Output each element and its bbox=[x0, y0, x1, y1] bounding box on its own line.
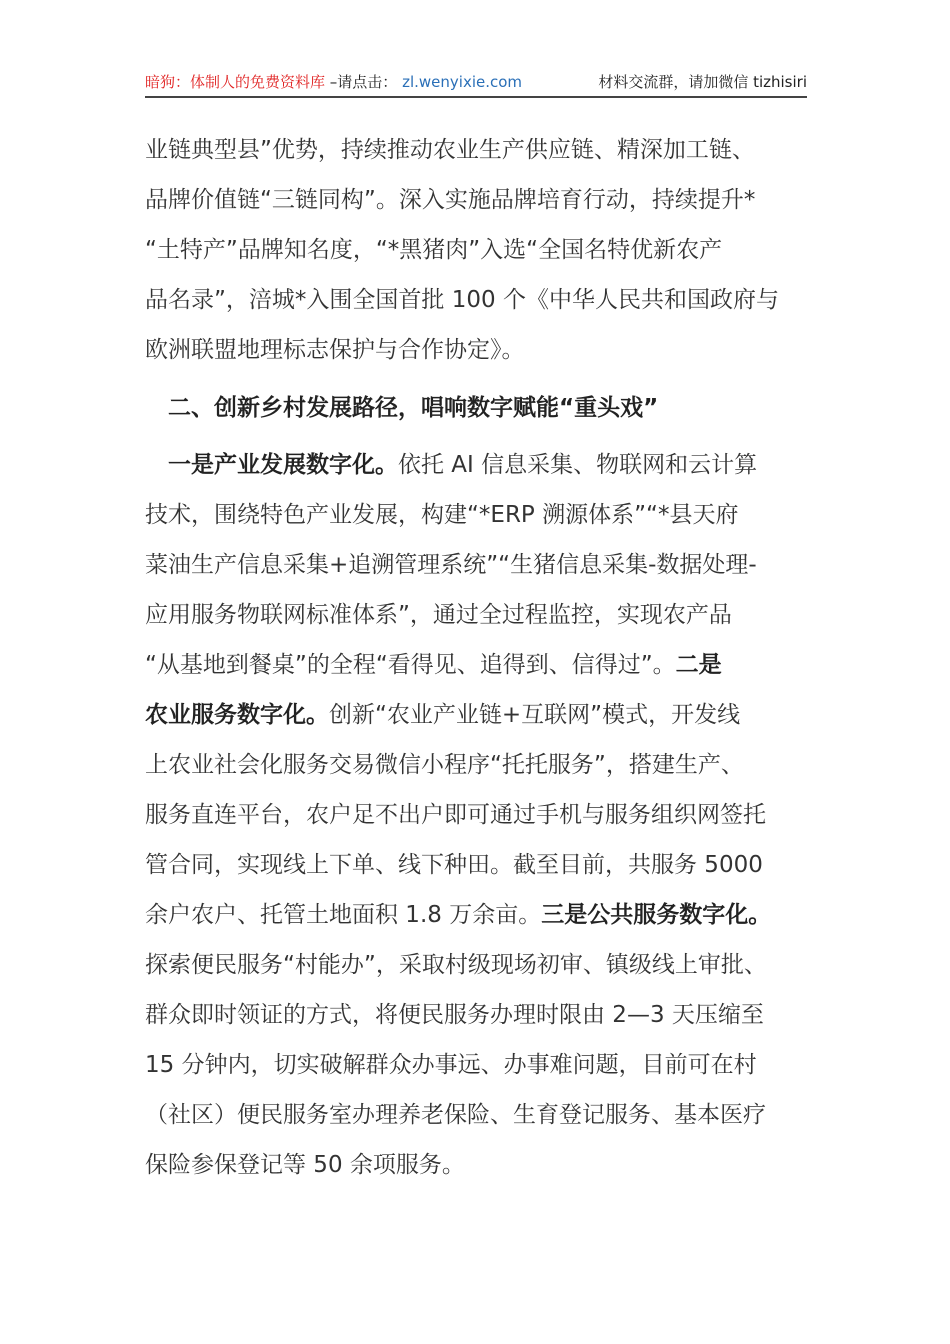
text-line bbox=[145, 1050, 810, 1080]
text-segment: 业链典型县”优势，持续推动农业生产供应链、精深加工链、 bbox=[145, 137, 755, 163]
text-line bbox=[145, 1000, 810, 1030]
text-line bbox=[145, 1150, 810, 1180]
text-segment: 管合同，实现线上下单、线下种田。截至目前，共服务 5000 bbox=[145, 852, 763, 878]
bold-text: 三是公共服务数字化。 bbox=[541, 902, 772, 928]
bold-text: 一是产业发展数字化。 bbox=[145, 452, 398, 478]
text-line bbox=[145, 900, 810, 930]
text-segment: 菜油生产信息采集+追溯管理系统”“生猪信息采集-数据处理- bbox=[145, 552, 757, 578]
header-left bbox=[145, 71, 522, 92]
text-line bbox=[145, 450, 810, 480]
text-segment: 品牌价值链“三链同构”。深入实施品牌培育行动，持续提升* bbox=[145, 187, 756, 213]
text-segment: （社区）便民服务室办理养老保险、生育登记服务、基本医疗 bbox=[145, 1102, 766, 1128]
text-line bbox=[145, 185, 810, 215]
text-line bbox=[145, 750, 810, 780]
text-segment: 技术，围绕特色产业发展，构建“*ERP 溯源体系”“*县天府 bbox=[145, 502, 739, 528]
text-line bbox=[145, 600, 810, 630]
text-segment: 群众即时领证的方式，将便民服务办理时限由 2—3 天压缩至 bbox=[145, 1002, 764, 1028]
page-header bbox=[145, 68, 807, 98]
text-segment: 上农业社会化服务交易微信小程序“托托服务”，搭建生产、 bbox=[145, 752, 744, 778]
text-segment: 品名录”，涪城*入围全国首批 100 个《中华人民共和国政府与 bbox=[145, 287, 779, 313]
text-line bbox=[145, 135, 810, 165]
text-segment: 创新“农业产业链+互联网”模式，开发线 bbox=[329, 702, 741, 728]
text-line bbox=[145, 335, 810, 365]
bold-text: 二是 bbox=[675, 652, 722, 678]
text-line bbox=[145, 500, 810, 530]
text-line bbox=[145, 850, 810, 880]
text-line bbox=[145, 285, 810, 315]
text-segment: 欧洲联盟地理标志保护与合作协定》。 bbox=[145, 337, 525, 363]
text-line bbox=[145, 650, 810, 680]
site-url-link[interactable]: zl.wenyixie.com bbox=[402, 72, 523, 91]
text-segment: 探索便民服务“村能办”，采取村级现场初审、镇级线上审批、 bbox=[145, 952, 767, 978]
click-prompt: –请点击： bbox=[329, 72, 398, 91]
section-heading bbox=[145, 393, 810, 423]
text-segment: 余户农户、托管土地面积 1.8 万余亩。 bbox=[145, 902, 542, 928]
bold-text: 农业服务数字化。 bbox=[145, 702, 329, 728]
text-line bbox=[145, 800, 810, 830]
text-segment: “从基地到餐桌”的全程“看得见、追得到、信得过”。 bbox=[145, 652, 676, 678]
text-segment: 15 分钟内，切实破解群众办事远、办事难问题，目前可在村 bbox=[145, 1052, 757, 1078]
text-line bbox=[145, 235, 810, 265]
text-segment: “土特产”品牌知名度，“*黑猪肉”入选“全国名特优新农产 bbox=[145, 237, 723, 263]
bold-text: 二、创新乡村发展路径，唱响数字赋能“重头戏” bbox=[145, 395, 659, 421]
text-segment: 保险参保登记等 50 余项服务。 bbox=[145, 1152, 465, 1178]
text-segment: 依托 AI 信息采集、物联网和云计算 bbox=[398, 452, 758, 478]
contact-info: 材料交流群，请加微信 tizhisiri bbox=[598, 72, 807, 91]
text-segment: 应用服务物联网标准体系”，通过全过程监控，实现农产品 bbox=[145, 602, 732, 628]
text-line bbox=[145, 550, 810, 580]
text-segment: 服务直连平台，农户足不出户即可通过手机与服务组织网签托 bbox=[145, 802, 766, 828]
text-line bbox=[145, 950, 810, 980]
text-line bbox=[145, 1100, 810, 1130]
text-line bbox=[145, 700, 810, 730]
site-name: 暗狗：体制人的免费资料库 bbox=[145, 72, 326, 91]
